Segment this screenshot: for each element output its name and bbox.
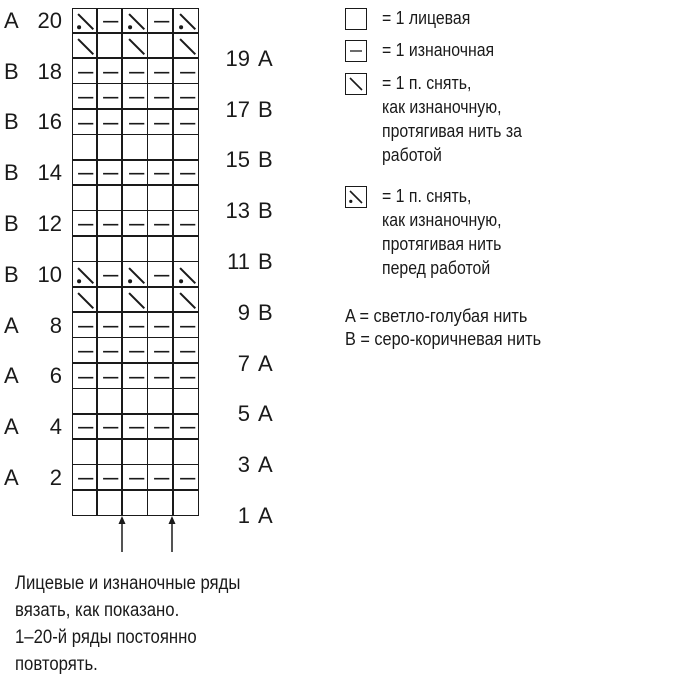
repeat-arrow-icon — [116, 516, 128, 554]
yarn-letter: B — [258, 198, 273, 224]
purl-cell — [98, 212, 123, 237]
row-label-14 — [0, 162, 70, 184]
chart-row-2 — [73, 466, 198, 491]
legend-line: как изнаночную, — [382, 97, 502, 117]
knit-cell — [124, 492, 149, 517]
knit-cell — [124, 136, 149, 161]
purl-cell — [73, 365, 98, 390]
chart-row-19 — [73, 34, 198, 59]
row-label-17 — [210, 96, 280, 122]
grid-line — [73, 32, 198, 34]
knit-cell — [73, 390, 98, 415]
purl-cell — [98, 415, 123, 440]
knit-cell — [98, 441, 123, 466]
slip-back-cell — [124, 34, 149, 59]
grid-line — [73, 286, 198, 288]
yarn-letter: B — [4, 160, 19, 186]
row-number: 11 — [227, 249, 250, 274]
chart-row-16 — [73, 111, 198, 136]
purl-cell — [149, 339, 174, 364]
grid-line — [73, 108, 198, 110]
grid-line — [73, 489, 198, 491]
row-number: 20 — [37, 7, 62, 33]
yarn-letter: A — [4, 7, 19, 33]
chart-row-5 — [73, 390, 198, 415]
knit-cell — [124, 238, 149, 263]
instructions-note — [15, 570, 240, 678]
purl-cell — [175, 212, 200, 237]
purl-cell — [124, 339, 149, 364]
yarn-letter: A — [258, 401, 273, 427]
legend-text — [382, 71, 522, 167]
knit-cell — [98, 187, 123, 212]
grid-line — [73, 235, 198, 237]
row-number: 4 — [49, 414, 62, 440]
row-number: 1 — [237, 503, 250, 528]
row-label-8 — [0, 312, 70, 338]
purl-cell — [98, 314, 123, 339]
grid-line — [73, 311, 198, 313]
slip-front-cell — [124, 263, 149, 288]
note-line: Лицевые и изнаночные ряды — [15, 573, 241, 594]
row-label-12 — [0, 210, 70, 236]
row-label-2 — [0, 464, 70, 490]
purl-cell — [73, 60, 98, 85]
knit-cell — [98, 34, 123, 59]
knit-cell — [149, 238, 174, 263]
purl-cell — [73, 111, 98, 136]
knit-cell — [175, 441, 200, 466]
purl-cell — [73, 85, 98, 110]
chart-row-3 — [73, 441, 198, 466]
row-label-4 — [0, 416, 70, 438]
purl-cell — [98, 85, 123, 110]
purl-cell — [124, 314, 149, 339]
knit-cell — [73, 136, 98, 161]
yarn-legend-b: B = серо-коричневая нить — [345, 328, 542, 349]
legend-line: = 1 п. снять, — [382, 186, 472, 206]
slip-back-cell — [73, 34, 98, 59]
slip-front-cell — [175, 263, 200, 288]
purl-cell — [124, 60, 149, 85]
chart-row-14 — [73, 161, 198, 186]
row-number: 19 — [225, 45, 250, 71]
legend-text — [382, 184, 502, 280]
yarn-letter: B — [4, 261, 19, 287]
knit-cell — [73, 187, 98, 212]
legend-line: перед работой — [382, 258, 491, 278]
knit-cell — [149, 34, 174, 59]
grid-line — [73, 337, 198, 339]
purl-cell — [149, 314, 174, 339]
purl-cell — [73, 314, 98, 339]
purl-cell — [149, 365, 174, 390]
grid-line — [73, 438, 198, 440]
row-number: 13 — [225, 198, 250, 224]
purl-cell — [175, 415, 200, 440]
legend-line: = 1 лицевая — [382, 8, 471, 28]
legend-line: протягивая нить за — [382, 121, 522, 141]
knit-cell — [98, 238, 123, 263]
purl-cell — [124, 212, 149, 237]
row-label-10 — [0, 261, 70, 287]
purl-cell — [175, 365, 200, 390]
purl-cell — [175, 466, 200, 491]
knit-cell — [124, 187, 149, 212]
row-label-3 — [210, 454, 280, 476]
yarn-letter: B — [4, 109, 19, 135]
grid-line — [73, 388, 198, 390]
slip-back-cell — [175, 288, 200, 313]
yarn-legend-a: A = светло-голубая нить — [345, 305, 528, 326]
purl-cell — [149, 161, 174, 186]
row-label-20 — [0, 7, 70, 33]
note-line: повторять. — [15, 654, 98, 675]
purl-cell — [175, 60, 200, 85]
knit-cell — [124, 441, 149, 466]
legend-line: = 1 изнаночная — [382, 40, 495, 60]
row-number: 3 — [237, 452, 250, 478]
slip-back-cell — [124, 288, 149, 313]
knit-cell — [175, 492, 200, 517]
legend-line: работой — [382, 145, 442, 165]
purl-cell — [124, 466, 149, 491]
slip-front-cell — [73, 263, 98, 288]
slip-back-cell — [175, 34, 200, 59]
knit-cell — [175, 187, 200, 212]
row-number: 16 — [37, 109, 62, 135]
row-label-11 — [210, 251, 280, 273]
row-number: 5 — [237, 401, 250, 427]
note-line: 1–20-й ряды постоянно — [15, 627, 197, 648]
grid-line — [73, 57, 198, 59]
yarn-letter: B — [4, 58, 19, 84]
purl-cell — [149, 9, 174, 34]
legend-text — [382, 6, 470, 30]
row-number: 2 — [49, 464, 62, 490]
row-label-16 — [0, 111, 70, 133]
purl-cell — [175, 161, 200, 186]
purl-cell — [73, 161, 98, 186]
slip-back-symbol-icon — [345, 73, 367, 95]
purl-cell — [149, 415, 174, 440]
row-number: 7 — [237, 350, 250, 376]
knit-cell — [175, 238, 200, 263]
row-label-5 — [210, 403, 280, 425]
purl-cell — [175, 314, 200, 339]
row-label-1 — [210, 505, 280, 527]
row-label-6 — [0, 365, 70, 387]
yarn-letter: B — [258, 249, 273, 274]
purl-cell — [124, 415, 149, 440]
slip-front-symbol-icon — [345, 186, 367, 208]
grid-line — [73, 464, 198, 466]
purl-cell — [73, 415, 98, 440]
knit-cell — [98, 288, 123, 313]
purl-cell — [124, 365, 149, 390]
purl-cell — [98, 339, 123, 364]
row-label-19 — [210, 45, 280, 71]
knit-cell — [124, 390, 149, 415]
knit-cell — [149, 390, 174, 415]
grid-line — [73, 83, 198, 85]
grid-line — [73, 184, 198, 186]
knit-cell — [149, 492, 174, 517]
yarn-letter: A — [258, 45, 273, 71]
purl-symbol-icon — [345, 40, 367, 62]
row-number: 10 — [37, 261, 62, 287]
chart-row-15 — [73, 136, 198, 161]
purl-cell — [98, 365, 123, 390]
row-number: 6 — [49, 363, 62, 389]
knit-cell — [149, 187, 174, 212]
row-label-15 — [210, 149, 280, 171]
purl-cell — [98, 263, 123, 288]
grid-line — [73, 134, 198, 136]
row-label-7 — [210, 350, 280, 376]
chart-row-6 — [73, 365, 198, 390]
row-number: 17 — [225, 96, 250, 122]
knit-symbol-icon — [345, 8, 367, 30]
chart-row-8 — [73, 314, 198, 339]
grid-line — [73, 362, 198, 364]
purl-cell — [73, 212, 98, 237]
purl-cell — [175, 85, 200, 110]
legend-line: = 1 п. снять, — [382, 73, 472, 93]
grid-line — [73, 159, 198, 161]
repeat-arrow-icon — [166, 516, 178, 554]
legend-line: протягивая нить — [382, 234, 502, 254]
purl-cell — [98, 466, 123, 491]
knit-cell — [175, 390, 200, 415]
yarn-letter: A — [258, 350, 273, 376]
grid-line — [73, 261, 198, 263]
row-number: 8 — [49, 312, 62, 338]
slip-front-cell — [73, 9, 98, 34]
purl-cell — [149, 85, 174, 110]
purl-cell — [98, 60, 123, 85]
purl-cell — [149, 466, 174, 491]
purl-cell — [124, 85, 149, 110]
knit-cell — [149, 441, 174, 466]
purl-cell — [73, 339, 98, 364]
chart-row-11 — [73, 238, 198, 263]
yarn-letter: A — [4, 312, 19, 338]
purl-cell — [149, 60, 174, 85]
purl-cell — [98, 111, 123, 136]
grid-line — [73, 210, 198, 212]
chart-row-18 — [73, 60, 198, 85]
knit-cell — [149, 136, 174, 161]
knit-cell — [175, 136, 200, 161]
row-number: 9 — [237, 299, 250, 325]
knit-cell — [98, 390, 123, 415]
purl-cell — [73, 466, 98, 491]
slip-back-cell — [73, 288, 98, 313]
yarn-letter: B — [258, 147, 273, 173]
row-number: 14 — [37, 160, 62, 186]
yarn-letter: B — [258, 299, 273, 325]
chart-row-7 — [73, 339, 198, 364]
purl-cell — [175, 111, 200, 136]
chart-row-1 — [73, 492, 198, 517]
yarn-letter: A — [4, 414, 19, 440]
row-label-18 — [0, 58, 70, 84]
purl-cell — [175, 339, 200, 364]
yarn-letter: A — [258, 452, 273, 478]
chart-row-20 — [73, 9, 198, 34]
purl-cell — [149, 212, 174, 237]
slip-front-cell — [175, 9, 200, 34]
chart-row-17 — [73, 85, 198, 110]
chart-row-12 — [73, 212, 198, 237]
row-label-9 — [210, 299, 280, 325]
knit-cell — [98, 136, 123, 161]
purl-cell — [98, 9, 123, 34]
row-number: 12 — [37, 210, 62, 236]
chart-row-13 — [73, 187, 198, 212]
row-label-13 — [210, 200, 280, 222]
purl-cell — [124, 111, 149, 136]
knit-cell — [98, 492, 123, 517]
row-number: 15 — [225, 147, 250, 173]
row-number: 18 — [37, 58, 62, 84]
purl-cell — [124, 161, 149, 186]
yarn-letter: B — [4, 210, 19, 236]
knitting-chart-grid — [72, 8, 199, 516]
knit-cell — [73, 441, 98, 466]
legend-text — [382, 38, 494, 62]
yarn-letter: A — [258, 503, 273, 528]
grid-line — [73, 413, 198, 415]
knit-cell — [73, 238, 98, 263]
purl-cell — [149, 263, 174, 288]
slip-front-cell — [124, 9, 149, 34]
chart-row-10 — [73, 263, 198, 288]
yarn-letter: A — [4, 363, 19, 389]
chart-row-9 — [73, 288, 198, 313]
purl-cell — [98, 161, 123, 186]
legend-line: как изнаночную, — [382, 210, 502, 230]
chart-row-4 — [73, 415, 198, 440]
yarn-letter: B — [258, 96, 273, 122]
note-line: вязать, как показано. — [15, 600, 180, 621]
knit-cell — [73, 492, 98, 517]
knit-cell — [149, 288, 174, 313]
purl-cell — [149, 111, 174, 136]
yarn-letter: A — [4, 464, 19, 490]
